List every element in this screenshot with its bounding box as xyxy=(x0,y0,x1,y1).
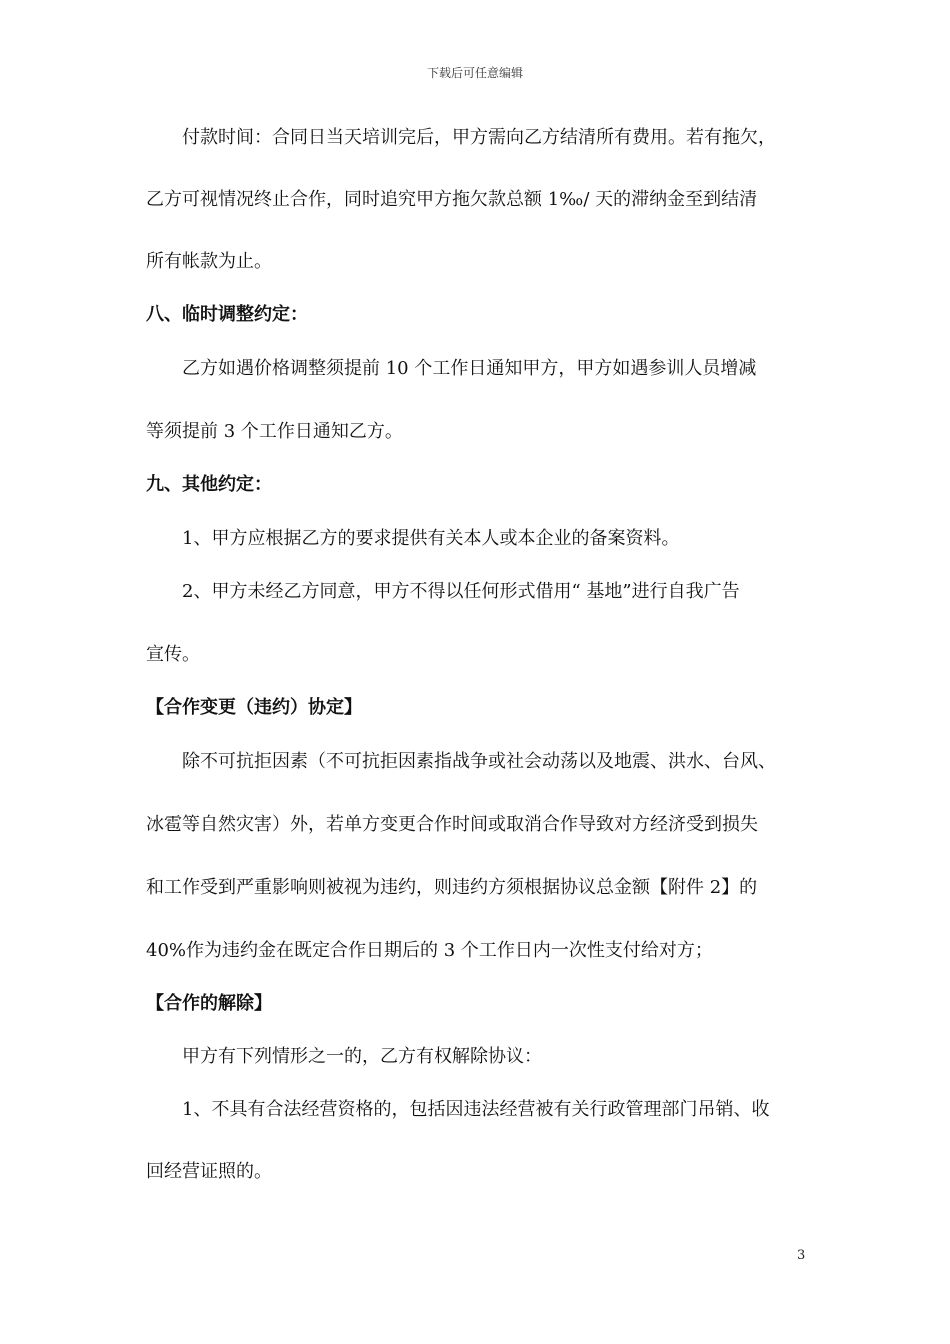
paragraph-line: 乙方如遇价格调整须提前 10 个工作日通知甲方，甲方如遇参训人员增减 xyxy=(182,358,757,379)
header-note: 下载后可任意编辑 xyxy=(426,66,523,80)
paragraph-line: 宣传。 xyxy=(146,644,200,665)
page-number: 3 xyxy=(797,1248,806,1263)
paragraph-line: 等须提前 3 个工作日通知乙方。 xyxy=(146,421,403,442)
section-heading: 【合作的解除】 xyxy=(146,993,272,1014)
paragraph-line: 1、不具有合法经营资格的，包括因违法经营被有关行政管理部门吊销、收 xyxy=(182,1099,770,1120)
paragraph-line: 付款时间：合同日当天培训完后，甲方需向乙方结清所有费用。若有拖欠， xyxy=(182,127,776,148)
section-heading: 八、临时调整约定： xyxy=(146,304,308,325)
paragraph-line: 除不可抗拒因素（不可抗拒因素指战争或社会动荡以及地震、洪水、台风、 xyxy=(182,751,776,772)
paragraph-line: 乙方可视情况终止合作，同时追究甲方拖欠款总额 1‰/ 天的滞纳金至到结清 xyxy=(146,189,758,210)
paragraph-line: 冰雹等自然灾害）外，若单方变更合作时间或取消合作导致对方经济受到损失 xyxy=(146,814,758,835)
paragraph-line: 和工作受到严重影响则被视为违约，则违约方须根据协议总金额【附件 2】的 xyxy=(146,877,758,898)
paragraph-line: 40%作为违约金在既定合作日期后的 3 个工作日内一次性支付给对方； xyxy=(146,940,713,961)
paragraph-line: 2、甲方未经乙方同意，甲方不得以任何形式借用“ 基地”进行自我广告 xyxy=(182,581,740,602)
paragraph-line: 所有帐款为止。 xyxy=(146,251,272,272)
paragraph-line: 回经营证照的。 xyxy=(146,1161,272,1182)
section-heading: 九、其他约定： xyxy=(146,474,272,495)
paragraph-line: 甲方有下列情形之一的，乙方有权解除协议： xyxy=(182,1046,542,1067)
paragraph-line: 1、甲方应根据乙方的要求提供有关本人或本企业的备案资料。 xyxy=(182,528,680,549)
section-heading: 【合作变更（违约）协定】 xyxy=(146,697,362,718)
